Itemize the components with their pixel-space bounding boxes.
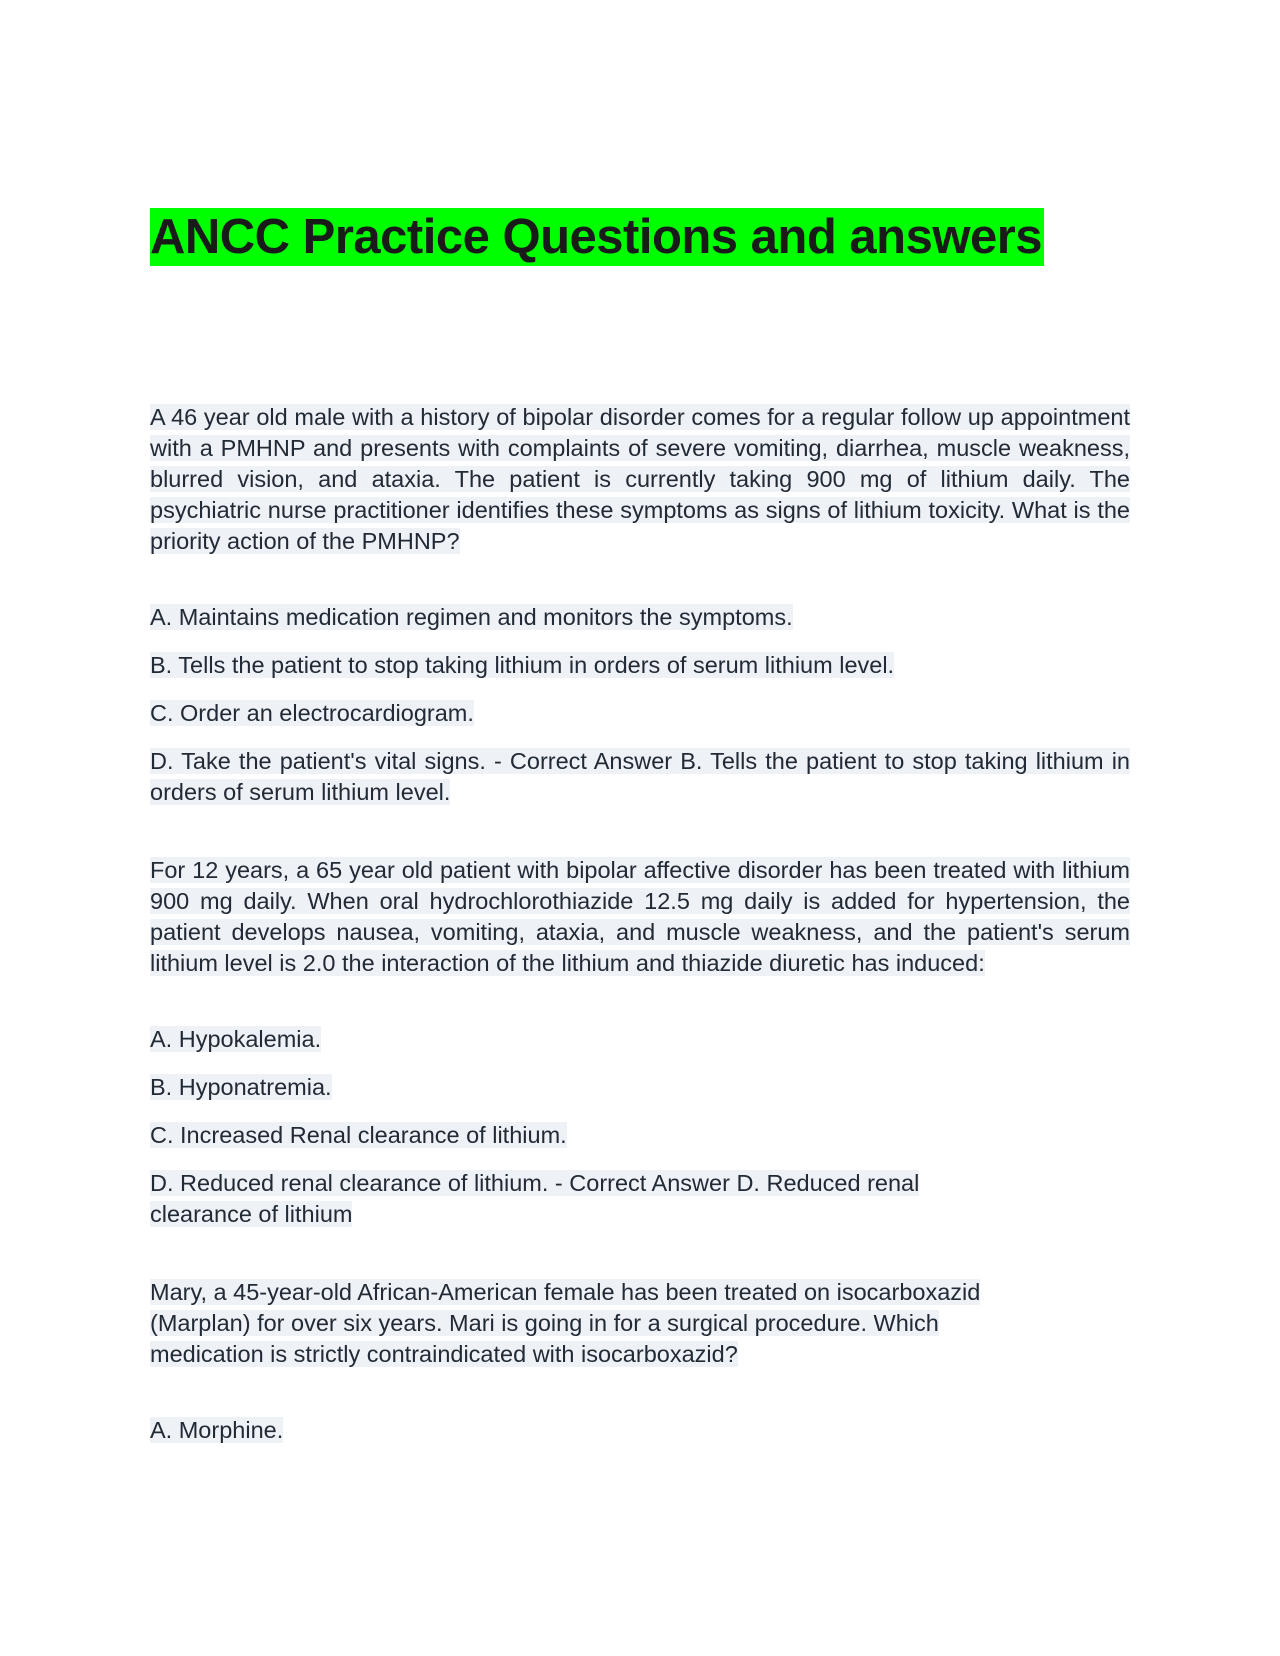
question-2 bbox=[150, 855, 1130, 1230]
answer-option-d bbox=[150, 1168, 980, 1230]
answer-option-text: A. Maintains medication regimen and monitors the symptoms. bbox=[150, 604, 793, 630]
question-stem-text: For 12 years, a 65 year old patient with bipolar affective disorder has been treated with lithium 900 mg daily. When oral hydrochlorothiazide 12.5 mg daily is added for hypertension, the patient develops nausea, vomiting, ataxia, and muscle weakness, and the patient's serum lithium level is 2.0 the interaction of the lithium and thiazide diuretic has induced: bbox=[150, 857, 1130, 976]
question-3 bbox=[150, 1277, 1130, 1446]
question-stem-text: Mary, a 45-year-old African-American female has been treated on isocarboxazid (Marplan) for over six years. Mari is going in for a surgical procedure. Which medication is strictly contraindicated with isocarboxazid? bbox=[150, 1279, 981, 1367]
question-stem-text: A 46 year old male with a history of bipolar disorder comes for a regular follow up appointment with a PMHNP and presents with complaints of severe vomiting, diarrhea, muscle weakness, blurred vision, and ataxia. The patient is currently taking 900 mg of lithium daily. The psychiatric nurse practitioner identifies these symptoms as signs of lithium toxicity. What is the priority action of the PMHNP? bbox=[150, 404, 1130, 554]
answer-option-text: A. Morphine. bbox=[150, 1417, 284, 1443]
answer-option-text: B. Hyponatremia. bbox=[150, 1074, 332, 1100]
answer-option-text: C. Order an electrocardiogram. bbox=[150, 700, 474, 726]
question-stem bbox=[150, 1277, 1050, 1370]
answer-option-a bbox=[150, 602, 1130, 633]
answer-option-text: D. Reduced renal clearance of lithium. - Correct Answer D. Reduced renal clearance of lithium bbox=[150, 1170, 920, 1227]
answer-option-text: B. Tells the patient to stop taking lithium in orders of serum lithium level. bbox=[150, 652, 895, 678]
document-title: ANCC Practice Questions and answers bbox=[150, 210, 1043, 264]
answer-option-a bbox=[150, 1415, 1130, 1446]
question-stem bbox=[150, 402, 1130, 557]
answer-option-b bbox=[150, 650, 1130, 681]
document-content bbox=[150, 402, 1130, 1463]
answer-option-b bbox=[150, 1072, 1130, 1103]
title-block bbox=[150, 208, 1044, 266]
answer-option-text: C. Increased Renal clearance of lithium. bbox=[150, 1122, 567, 1148]
question-stem bbox=[150, 855, 1130, 979]
answer-option-text: A. Hypokalemia. bbox=[150, 1026, 322, 1052]
answer-option-text: D. Take the patient's vital signs. - Correct Answer B. Tells the patient to stop taking lithium in orders of serum lithium level. bbox=[150, 748, 1130, 805]
question-1 bbox=[150, 402, 1130, 808]
answer-option-c bbox=[150, 698, 1130, 729]
answer-option-d bbox=[150, 746, 1130, 808]
answer-option-a bbox=[150, 1024, 1130, 1055]
answer-option-c bbox=[150, 1120, 1130, 1151]
document-page bbox=[150, 0, 1130, 1656]
